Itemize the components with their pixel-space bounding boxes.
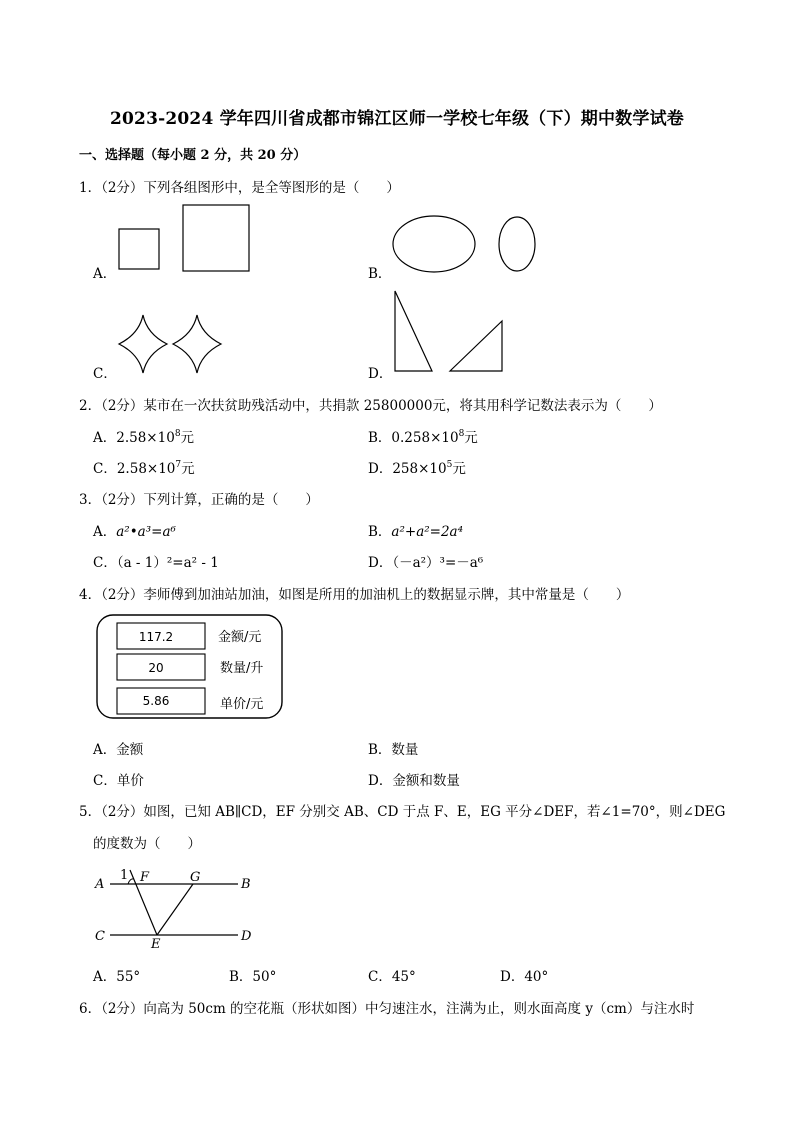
q5-option-c: C．45° [368, 969, 416, 985]
q3-option-a: A．a²•a³=a⁶ [93, 524, 176, 540]
q4-option-d: D．金额和数量 [368, 773, 460, 789]
q1-option-c-label: C． [93, 366, 117, 382]
price-value: 5.86 [142, 694, 170, 708]
q4-option-c: C．单价 [93, 773, 144, 789]
q4-option-b: B．数量 [368, 742, 419, 758]
question-1-stem: 1．（2分）下列各组图形中，是全等图形的是（ ） [79, 180, 400, 196]
q5-option-b: B．50° [229, 969, 277, 985]
q1-option-b-label: B． [368, 266, 392, 282]
page-title: 2023-2024 学年四川省成都市锦江区师一学校七年级（下）期中数学试卷 [109, 109, 684, 129]
point-a-label: A [95, 877, 105, 892]
q3-option-c: C．（a - 1）²=a² - 1 [93, 555, 219, 571]
q2-option-d: D．$258\times 10^5$元 [368, 460, 466, 477]
amount-label: 金额/元 [218, 630, 262, 645]
question-4-stem: 4．（2分）李师傅到加油站加油，如图是所用的加油机上的数据显示牌，其中常量是（ ） [79, 587, 630, 603]
q1-option-a-label: A． [93, 266, 117, 282]
point-g-label: G [190, 870, 201, 885]
q2-option-a: A．$2.58\times 10^8$元 [93, 429, 195, 446]
quantity-value: 20 [148, 661, 164, 675]
point-b-label: B [241, 877, 251, 892]
q4-option-a: A．金额 [93, 742, 144, 758]
angle-1-label: 1 [120, 868, 129, 883]
point-e-label: E [151, 937, 161, 952]
q2-option-c: C．$2.58\times 10^7$元 [93, 460, 195, 477]
bisector-eg [157, 884, 193, 935]
amount-value: 117.2 [138, 630, 174, 644]
section-heading: 一、选择题（每小题 2 分，共 20 分） [79, 148, 307, 163]
point-f-label: F [140, 870, 150, 885]
point-c-label: C [95, 929, 105, 944]
q1-option-d-label: D． [368, 366, 393, 382]
question-3-stem: 3．（2分）下列计算，正确的是（ ） [79, 492, 319, 508]
q2-option-b: B．$0.258\times 10^8$元 [368, 429, 478, 446]
question-5-stem: 5．（2分）如图，已知 AB∥CD，EF 分别交 AB、CD 于点 F、E，EG 平分∠DEF，若∠1=70°，则∠DEG [79, 804, 726, 820]
q5-option-d: D．40° [500, 969, 549, 985]
question-5-stem-cont: 的度数为（ ） [93, 836, 201, 852]
q3-option-b: B．a²+a²=2a⁴ [368, 524, 464, 540]
q3-option-d: D．（－a²）³=－a⁶ [368, 555, 484, 571]
q5-option-a: A．55° [93, 969, 141, 985]
quantity-label: 数量/升 [220, 661, 264, 676]
price-label: 单价/元 [220, 697, 264, 712]
question-6-stem: 6．（2分）向高为 50cm 的空花瓶（形状如图）中匀速注水，注满为止，则水面高度 y（cm）与注水时 [79, 1001, 695, 1017]
angle-1-arc [128, 879, 134, 884]
question-2-stem: 2．（2分）某市在一次扶贫助残活动中，共捐款 25800000元，将其用科学记数法表示为（ ） [79, 398, 662, 414]
point-d-label: D [241, 929, 252, 944]
